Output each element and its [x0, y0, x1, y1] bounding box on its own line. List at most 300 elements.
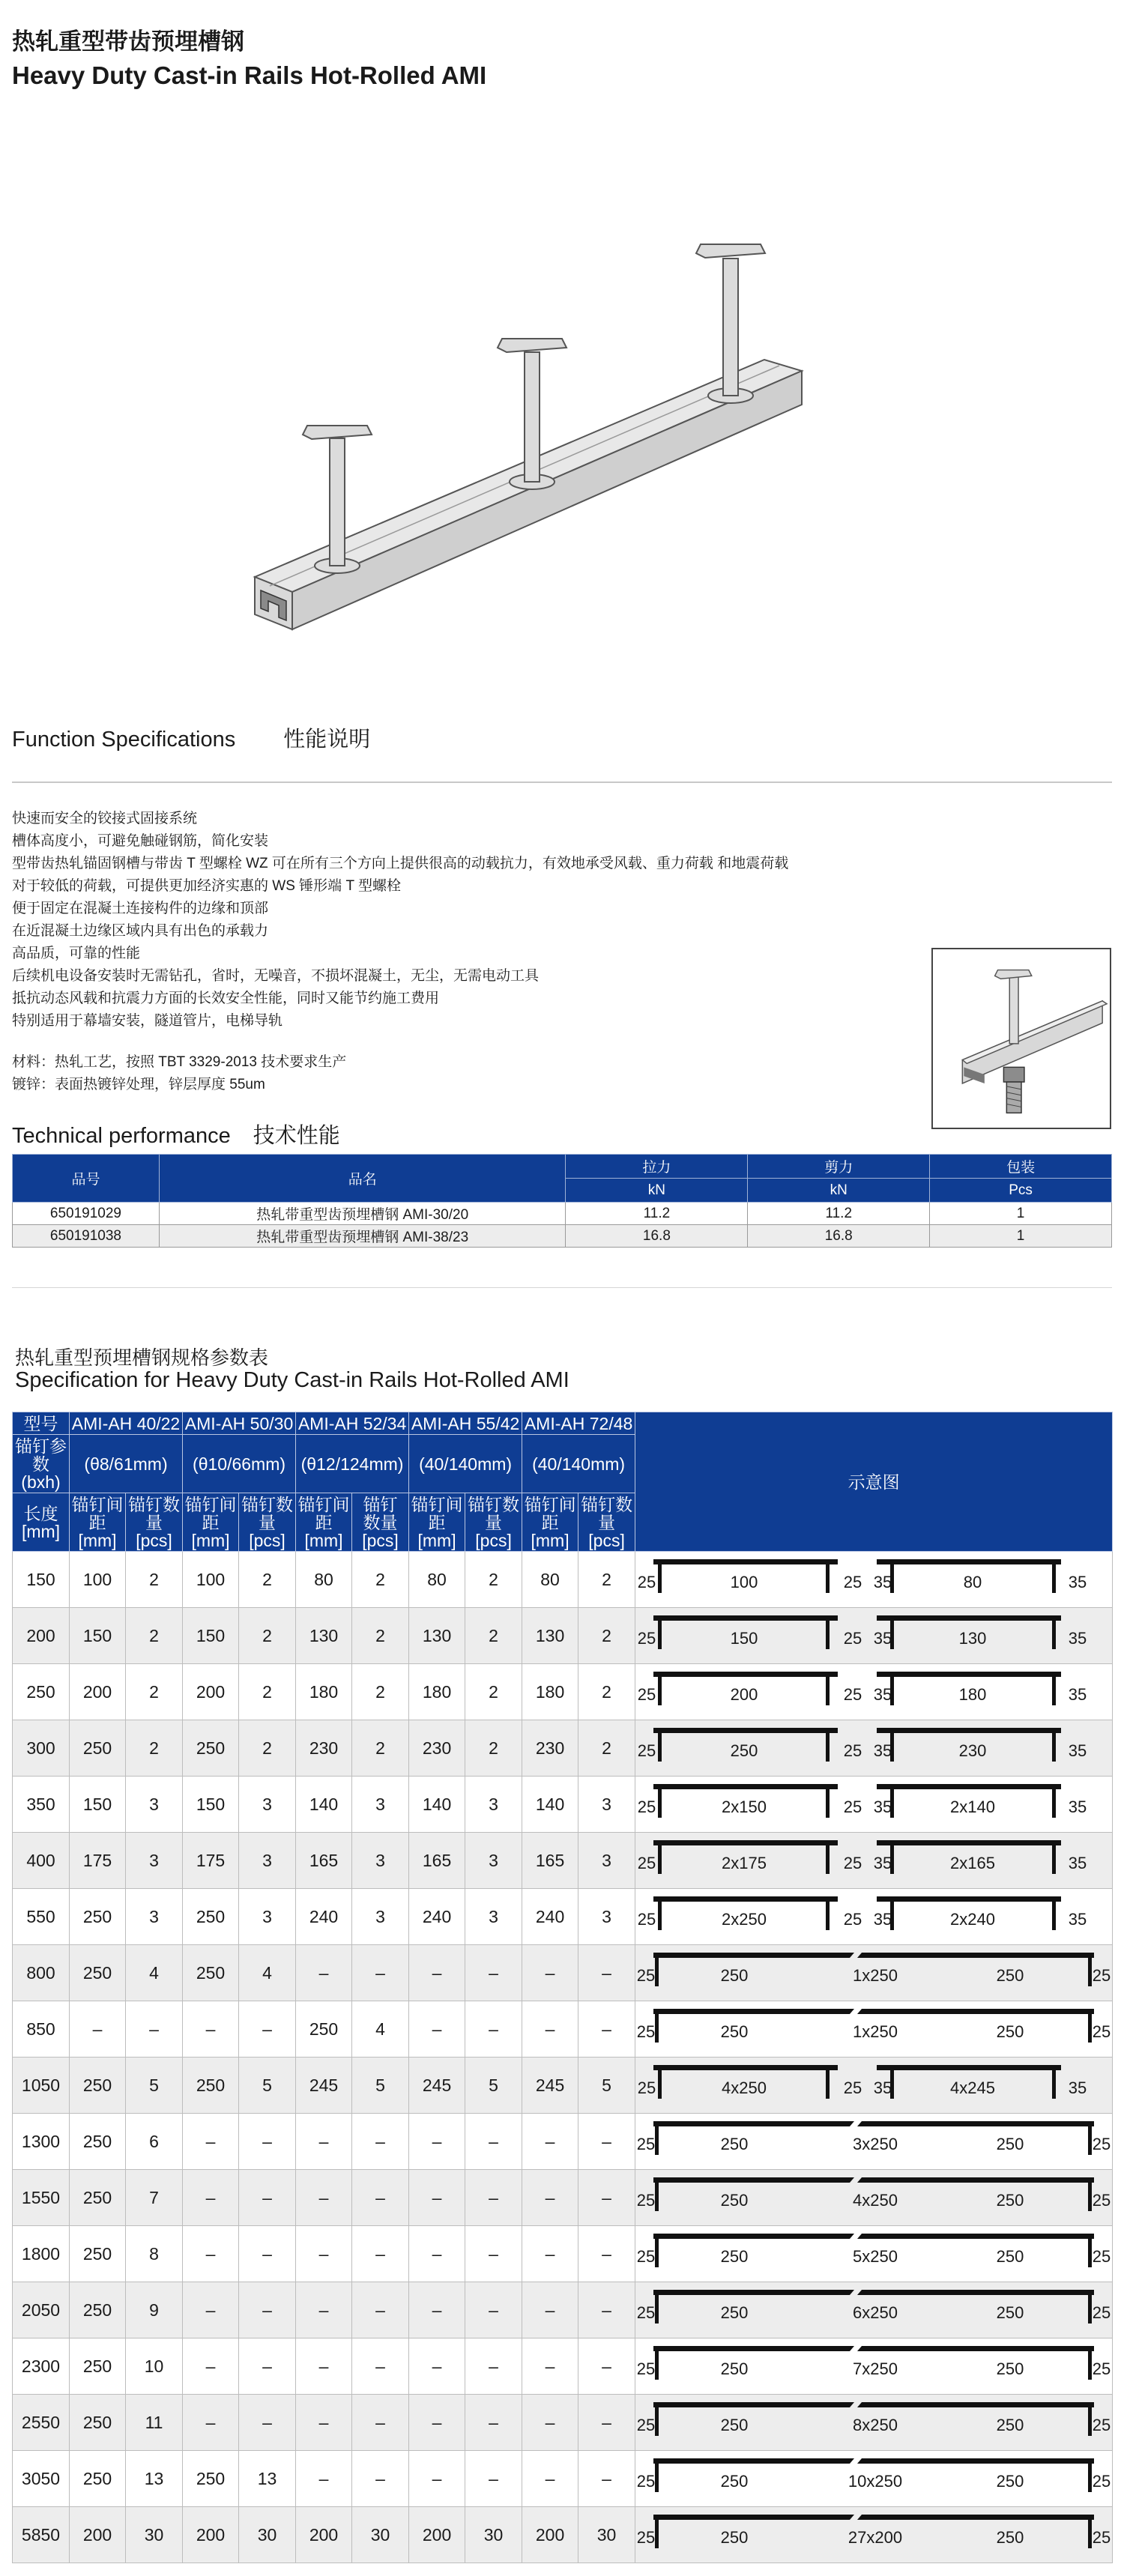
list-item: 型带齿热轧锚固钢槽与带齿 T 型螺栓 WZ 可在所有三个方向上提供很高的动载抗力，有效地承受风载、重力荷载 和地震荷载	[12, 856, 789, 871]
header-length: 长度 [mm]	[13, 1493, 70, 1552]
dim-label: 35	[873, 1573, 892, 1591]
dim-label: 25	[1092, 1966, 1111, 1985]
cell-spacing: –	[409, 2451, 465, 2507]
dim-label: 80	[963, 1573, 982, 1591]
rail-bar	[857, 2402, 1094, 2407]
cell-length: 550	[13, 1889, 70, 1945]
anchor-mark	[826, 1621, 830, 1649]
cell-spacing: –	[296, 2282, 352, 2338]
dim-label: 25	[637, 1854, 656, 1872]
header-count: 锚钉数量 [pcs]	[465, 1493, 522, 1552]
header-anchor-size: (θ8/61mm)	[70, 1435, 183, 1493]
cell-spacing: 250	[296, 2001, 352, 2058]
dim-label: 35	[1068, 1741, 1087, 1760]
anchor-mark	[658, 1677, 662, 1705]
cell-spacing: 250	[183, 2058, 239, 2114]
cell-spacing: 250	[70, 2058, 126, 2114]
cell-code: 650191029	[13, 1203, 160, 1225]
dim-label: 25	[1092, 2247, 1111, 2266]
dim-label: 25	[843, 1573, 862, 1591]
cell-count: –	[578, 2170, 635, 2226]
cell-spacing: 230	[296, 1720, 352, 1777]
dim-label: 250	[996, 2472, 1024, 2491]
cell-spacing: 200	[409, 2507, 465, 2563]
table-row	[13, 1203, 1112, 1225]
rail-bar	[653, 2234, 854, 2239]
dim-label: 35	[873, 1910, 892, 1929]
anchor-mark	[1052, 1564, 1056, 1593]
dim-label: 25	[637, 1685, 656, 1704]
dim-label: 250	[730, 1741, 758, 1760]
cell-count: 2	[239, 1720, 296, 1777]
dim-label: 35	[873, 1629, 892, 1648]
anchor-mark	[1052, 1733, 1056, 1762]
coating-text: 镀锌：表面热镀锌处理，锌层厚度 55um	[12, 1077, 265, 1092]
rail-diagram-svg	[635, 2507, 1112, 2563]
header-spacing: 锚钉间距 [mm]	[70, 1493, 126, 1552]
cell-count: 3	[578, 1833, 635, 1889]
rail-diagram	[635, 2395, 1113, 2451]
anchor-mark	[658, 1621, 662, 1649]
header-count: 锚钉 数量 [pcs]	[352, 1493, 409, 1552]
rail-diagram	[635, 2451, 1113, 2507]
rail-bar	[877, 1672, 1061, 1677]
table-row	[13, 2338, 1113, 2395]
cell-count: –	[578, 2282, 635, 2338]
cell-count: 3	[578, 1777, 635, 1833]
cell-count: 4	[239, 1945, 296, 2001]
cell-length: 800	[13, 1945, 70, 2001]
cell-count: 5	[352, 2058, 409, 2114]
rail-diagram-svg	[635, 2001, 1112, 2057]
rail-diagram-svg	[635, 1777, 1112, 1832]
cell-count: 3	[239, 1833, 296, 1889]
dim-label: 25	[636, 2528, 656, 2547]
cell-count: 13	[239, 2451, 296, 2507]
dim-label: 3x250	[853, 2135, 898, 2153]
cell-spacing: –	[522, 2114, 578, 2170]
cell-count: 3	[465, 1833, 522, 1889]
cell-name: 热轧带重型齿预埋槽钢 AMI-38/23	[159, 1225, 566, 1248]
table-row	[13, 2170, 1113, 2226]
cell-count: –	[352, 2282, 409, 2338]
cell-length: 2050	[13, 2282, 70, 2338]
rail-bar	[653, 1784, 838, 1789]
cell-spacing: –	[409, 2282, 465, 2338]
rail-diagram	[635, 1664, 1113, 1720]
dim-label: 4x250	[853, 2191, 898, 2210]
installed-bolt-illustration	[931, 948, 1111, 1129]
cell-spacing: 250	[70, 1720, 126, 1777]
list-item: 对于较低的荷载，可提供更加经济实惠的 WS 锤形端 T 型螺栓	[12, 878, 401, 894]
anchor-mark	[1052, 1789, 1056, 1818]
cell-spacing: –	[409, 2395, 465, 2451]
cell-count: –	[465, 2282, 522, 2338]
dim-label: 35	[1068, 1573, 1087, 1591]
anchor-mark	[826, 1845, 830, 1874]
dim-label: 4x250	[722, 2078, 767, 2097]
cell-count: –	[578, 2451, 635, 2507]
rail-bar	[653, 2290, 854, 2295]
cell-code: 650191038	[13, 1225, 160, 1248]
rail-diagram	[635, 1889, 1113, 1945]
rail-diagram-svg	[635, 1608, 1112, 1663]
anchor-mark	[1052, 1902, 1056, 1930]
rail-bar	[857, 2177, 1094, 2183]
cell-count: –	[578, 2001, 635, 2058]
cell-length: 400	[13, 1833, 70, 1889]
cell-spacing: 140	[409, 1777, 465, 1833]
cell-count: 2	[126, 1664, 183, 1720]
dim-label: 250	[720, 2359, 749, 2378]
anchor-mark	[1052, 1845, 1056, 1874]
rail-bar	[653, 2346, 854, 2351]
dim-label: 25	[636, 2135, 656, 2153]
cell-count: –	[126, 2001, 183, 2058]
anchor-mark	[1088, 2126, 1092, 2155]
dim-label: 25	[843, 2078, 862, 2097]
list-item: 在近混凝土边缘区域内具有出色的承载力	[12, 923, 269, 939]
dim-label: 1x250	[853, 2022, 898, 2041]
header-anchor-size: (40/140mm)	[522, 1435, 635, 1493]
dim-label: 25	[1092, 2303, 1111, 2322]
dim-label: 230	[958, 1741, 987, 1760]
dim-label: 25	[1092, 2022, 1111, 2041]
table-row	[13, 1777, 1113, 1833]
cell-spacing: 140	[522, 1777, 578, 1833]
cell-spacing: 165	[409, 1833, 465, 1889]
table-row	[13, 1225, 1112, 1248]
anchor-mark	[655, 2295, 659, 2323]
rail-bar	[653, 1672, 838, 1677]
material-text: 材料：热轧工艺，按照 TBT 3329-2013 技术要求生产	[12, 1054, 347, 1070]
rail-diagram	[635, 1552, 1113, 1608]
header-anchor-size: (θ10/66mm)	[183, 1435, 296, 1493]
dim-label: 10x250	[847, 2472, 903, 2491]
section-divider	[12, 1287, 1112, 1288]
cell-spacing: –	[522, 2226, 578, 2282]
cell-count: 5	[239, 2058, 296, 2114]
rail-bar	[653, 1953, 854, 1958]
cell-spacing: 250	[70, 2282, 126, 2338]
cell-length: 150	[13, 1552, 70, 1608]
dim-label: 250	[720, 2303, 749, 2322]
cell-spacing: –	[183, 2226, 239, 2282]
cell-spacing: –	[409, 2170, 465, 2226]
header-unit: kN	[566, 1179, 748, 1203]
cell-count: 3	[126, 1889, 183, 1945]
cell-count: 2	[352, 1720, 409, 1777]
anchor-mark	[655, 2520, 659, 2548]
dim-label: 250	[720, 2191, 749, 2210]
cell-spacing: –	[296, 2451, 352, 2507]
rail-diagram-svg	[635, 1552, 1112, 1607]
rail-diagram	[635, 1945, 1113, 2001]
dim-label: 250	[720, 2135, 749, 2153]
dim-label: 25	[636, 2416, 656, 2434]
cell-count: –	[465, 2451, 522, 2507]
dim-label: 25	[636, 1966, 656, 1985]
dim-label: 25	[637, 1798, 656, 1816]
rail-diagram	[635, 2170, 1113, 2226]
technical-heading-cn: 技术性能	[253, 1124, 340, 1148]
dim-label: 250	[720, 2528, 749, 2547]
anchor-mark	[655, 2239, 659, 2267]
cell-spacing: 150	[183, 1777, 239, 1833]
cell-count: 2	[578, 1608, 635, 1664]
cell-spacing: –	[409, 2001, 465, 2058]
header-model-name: AMI-AH 52/34	[296, 1412, 409, 1435]
rail-bar	[877, 1615, 1061, 1621]
cell-length: 350	[13, 1777, 70, 1833]
technical-table	[12, 1154, 1112, 1248]
cell-count: 2	[465, 1552, 522, 1608]
header-pack: 包装	[930, 1155, 1112, 1179]
dim-label: 35	[1068, 1854, 1087, 1872]
list-item: 后续机电设备安装时无需钻孔，省时，无噪音，不损坏混凝土，无尘，无需电动工具	[12, 968, 540, 984]
cell-spacing: 200	[70, 2507, 126, 2563]
rail-diagram	[635, 2338, 1113, 2395]
header-diagram: 示意图	[635, 1412, 1113, 1552]
cell-spacing: –	[296, 2170, 352, 2226]
dim-label: 25	[636, 2191, 656, 2210]
table-row	[13, 1552, 1113, 1608]
dim-label: 250	[996, 2416, 1024, 2434]
cell-count: 2	[352, 1664, 409, 1720]
anchor-mark	[1088, 1958, 1092, 1986]
table-row	[13, 1720, 1113, 1777]
dim-label: 250	[996, 2135, 1024, 2153]
rail-bar	[857, 2009, 1094, 2014]
cell-spacing: 180	[296, 1664, 352, 1720]
anchor-mark	[655, 2407, 659, 2436]
cell-count: 3	[578, 1889, 635, 1945]
anchor-mark	[655, 2464, 659, 2492]
cell-spacing: –	[296, 2338, 352, 2395]
cell-spacing: 240	[522, 1889, 578, 1945]
cell-length: 3050	[13, 2451, 70, 2507]
cell-spacing: 80	[296, 1552, 352, 1608]
dim-label: 35	[1068, 1798, 1087, 1816]
rail-diagram-svg	[635, 1833, 1112, 1888]
anchor-mark	[826, 1902, 830, 1930]
cell-count: –	[465, 2395, 522, 2451]
cell-count: 3	[465, 1889, 522, 1945]
rail-bar	[653, 1615, 838, 1621]
cell-count: 10	[126, 2338, 183, 2395]
dim-label: 1x250	[853, 1966, 898, 1985]
rail-bar	[877, 1728, 1061, 1733]
anchor-mark	[655, 1958, 659, 1986]
cell-count: 13	[126, 2451, 183, 2507]
technical-heading-en: Technical performance	[12, 1124, 231, 1148]
list-item: 抵抗动态风载和抗震力方面的长效安全性能，同时又能节约施工费用	[12, 991, 440, 1006]
cell-spacing: 165	[522, 1833, 578, 1889]
cell-spacing: 200	[183, 1664, 239, 1720]
dim-label: 7x250	[853, 2359, 898, 2378]
dim-label: 2x150	[722, 1798, 767, 1816]
cell-count: 4	[352, 2001, 409, 2058]
anchor-mark	[826, 2070, 830, 2099]
dim-label: 25	[843, 1685, 862, 1704]
cell-count: 2	[465, 1608, 522, 1664]
table-row	[13, 2451, 1113, 2507]
rail-diagram	[635, 1777, 1113, 1833]
cell-spacing: 245	[409, 2058, 465, 2114]
dim-label: 35	[873, 1685, 892, 1704]
cell-count: –	[352, 2226, 409, 2282]
cell-count: 2	[465, 1720, 522, 1777]
anchor-mark	[1088, 2295, 1092, 2323]
cell-spacing: –	[183, 2395, 239, 2451]
rail-bar	[653, 1896, 838, 1902]
rail-diagram	[635, 2114, 1113, 2170]
list-item: 便于固定在混凝土连接构件的边缘和顶部	[12, 901, 269, 916]
cell-spacing: 250	[183, 1889, 239, 1945]
cell-length: 1550	[13, 2170, 70, 2226]
cell-count: –	[465, 1945, 522, 2001]
cell-spacing: –	[296, 2226, 352, 2282]
cell-count: –	[239, 2395, 296, 2451]
header-model: 型号	[13, 1412, 70, 1435]
cell-spacing: –	[522, 2395, 578, 2451]
anchor-mark	[658, 1845, 662, 1874]
cell-count: –	[239, 2001, 296, 2058]
rail-diagram-svg	[635, 2451, 1112, 2506]
rail-diagram	[635, 1720, 1113, 1777]
anchor-mark	[1088, 2239, 1092, 2267]
cell-count: 2	[578, 1664, 635, 1720]
anchor-mark	[658, 1789, 662, 1818]
cell-count: 3	[465, 1777, 522, 1833]
cell-count: 8	[126, 2226, 183, 2282]
anchor-mark	[655, 2183, 659, 2211]
cell-count: –	[352, 2451, 409, 2507]
header-spacing: 锚钉间距 [mm]	[409, 1493, 465, 1552]
cell-spacing: 150	[183, 1608, 239, 1664]
rail-diagram-svg	[635, 1664, 1112, 1720]
dim-label: 250	[720, 2022, 749, 2041]
cell-spacing: –	[522, 2451, 578, 2507]
cell-length: 200	[13, 1608, 70, 1664]
table-row	[13, 1664, 1113, 1720]
cell-count: –	[578, 1945, 635, 2001]
cell-spacing: 200	[296, 2507, 352, 2563]
cell-spacing: –	[409, 1945, 465, 2001]
dim-label: 25	[843, 1629, 862, 1648]
cell-count: –	[578, 2338, 635, 2395]
dim-label: 250	[996, 2303, 1024, 2322]
cell-count: 30	[352, 2507, 409, 2563]
dim-label: 25	[1092, 2472, 1111, 2491]
dim-label: 25	[1092, 2416, 1111, 2434]
cell-length: 2550	[13, 2395, 70, 2451]
cell-spacing: –	[296, 2395, 352, 2451]
rail-diagram-svg	[635, 2058, 1112, 2113]
rail-diagram-svg	[635, 1889, 1112, 1944]
page-title-en: Heavy Duty Cast-in Rails Hot-Rolled AMI	[12, 61, 487, 89]
table-row	[13, 1889, 1113, 1945]
list-item: 快速而安全的铰接式固接系统	[12, 811, 198, 826]
dim-label: 100	[730, 1573, 758, 1591]
rail-diagram-svg	[635, 1720, 1112, 1776]
cell-count: –	[578, 2114, 635, 2170]
cell-count: –	[352, 2114, 409, 2170]
cell-pack: 1	[930, 1225, 1112, 1248]
dim-label: 35	[1068, 1629, 1087, 1648]
anchor-mark	[655, 2351, 659, 2380]
page-title-cn: 热轧重型带齿预埋槽钢	[12, 28, 244, 55]
function-heading-en: Function Specifications	[12, 728, 236, 752]
cell-spacing: 175	[183, 1833, 239, 1889]
section-divider	[12, 781, 1112, 783]
cell-spacing: –	[522, 2282, 578, 2338]
cell-shear: 16.8	[748, 1225, 930, 1248]
anchor-mark	[658, 1902, 662, 1930]
dim-label: 35	[873, 1854, 892, 1872]
anchor-mark	[658, 1564, 662, 1593]
function-heading-cn: 性能说明	[283, 728, 371, 752]
cell-spacing: 175	[70, 1833, 126, 1889]
cell-shear: 11.2	[748, 1203, 930, 1225]
dim-label: 25	[636, 2359, 656, 2378]
cell-spacing: –	[522, 2170, 578, 2226]
header-model-name: AMI-AH 40/22	[70, 1412, 183, 1435]
dim-label: 2x250	[722, 1910, 767, 1929]
cell-count: 2	[465, 1664, 522, 1720]
table-row	[13, 1608, 1113, 1664]
rail-bar	[877, 1784, 1061, 1789]
cell-spacing: 80	[409, 1552, 465, 1608]
dim-label: 35	[1068, 2078, 1087, 2097]
list-item: 高品质，可靠的性能	[12, 946, 141, 961]
cell-spacing: 130	[522, 1608, 578, 1664]
rail-diagram-svg	[635, 2338, 1112, 2394]
cell-count: 7	[126, 2170, 183, 2226]
dim-label: 250	[996, 2191, 1024, 2210]
cell-spacing: 250	[70, 1945, 126, 2001]
rail-diagram-svg	[635, 2282, 1112, 2338]
cell-count: –	[578, 2395, 635, 2451]
dim-label: 250	[996, 2022, 1024, 2041]
cell-spacing: 200	[70, 1664, 126, 1720]
cell-length: 850	[13, 2001, 70, 2058]
dim-label: 25	[637, 1910, 656, 1929]
cell-spacing: 150	[70, 1608, 126, 1664]
cell-count: 3	[352, 1889, 409, 1945]
cell-count: –	[465, 2114, 522, 2170]
header-anchor-size: (θ12/124mm)	[296, 1435, 409, 1493]
cell-count: 3	[126, 1833, 183, 1889]
cell-spacing: –	[183, 2170, 239, 2226]
cell-spacing: 250	[70, 2395, 126, 2451]
header-name: 品名	[159, 1155, 566, 1203]
table-row	[13, 2114, 1113, 2170]
cell-count: 2	[126, 1552, 183, 1608]
dim-label: 4x245	[950, 2078, 996, 2097]
rail-diagram-svg	[635, 1945, 1112, 2001]
cell-count: –	[239, 2170, 296, 2226]
cell-spacing: –	[183, 2338, 239, 2395]
dim-label: 2x140	[950, 1798, 996, 1816]
table-row	[13, 1945, 1113, 2001]
header-unit: kN	[748, 1179, 930, 1203]
cell-count: 30	[239, 2507, 296, 2563]
cell-count: 2	[578, 1552, 635, 1608]
rail-diagram	[635, 2058, 1113, 2114]
dim-label: 25	[1092, 2528, 1111, 2547]
rail-diagram	[635, 2507, 1113, 2563]
